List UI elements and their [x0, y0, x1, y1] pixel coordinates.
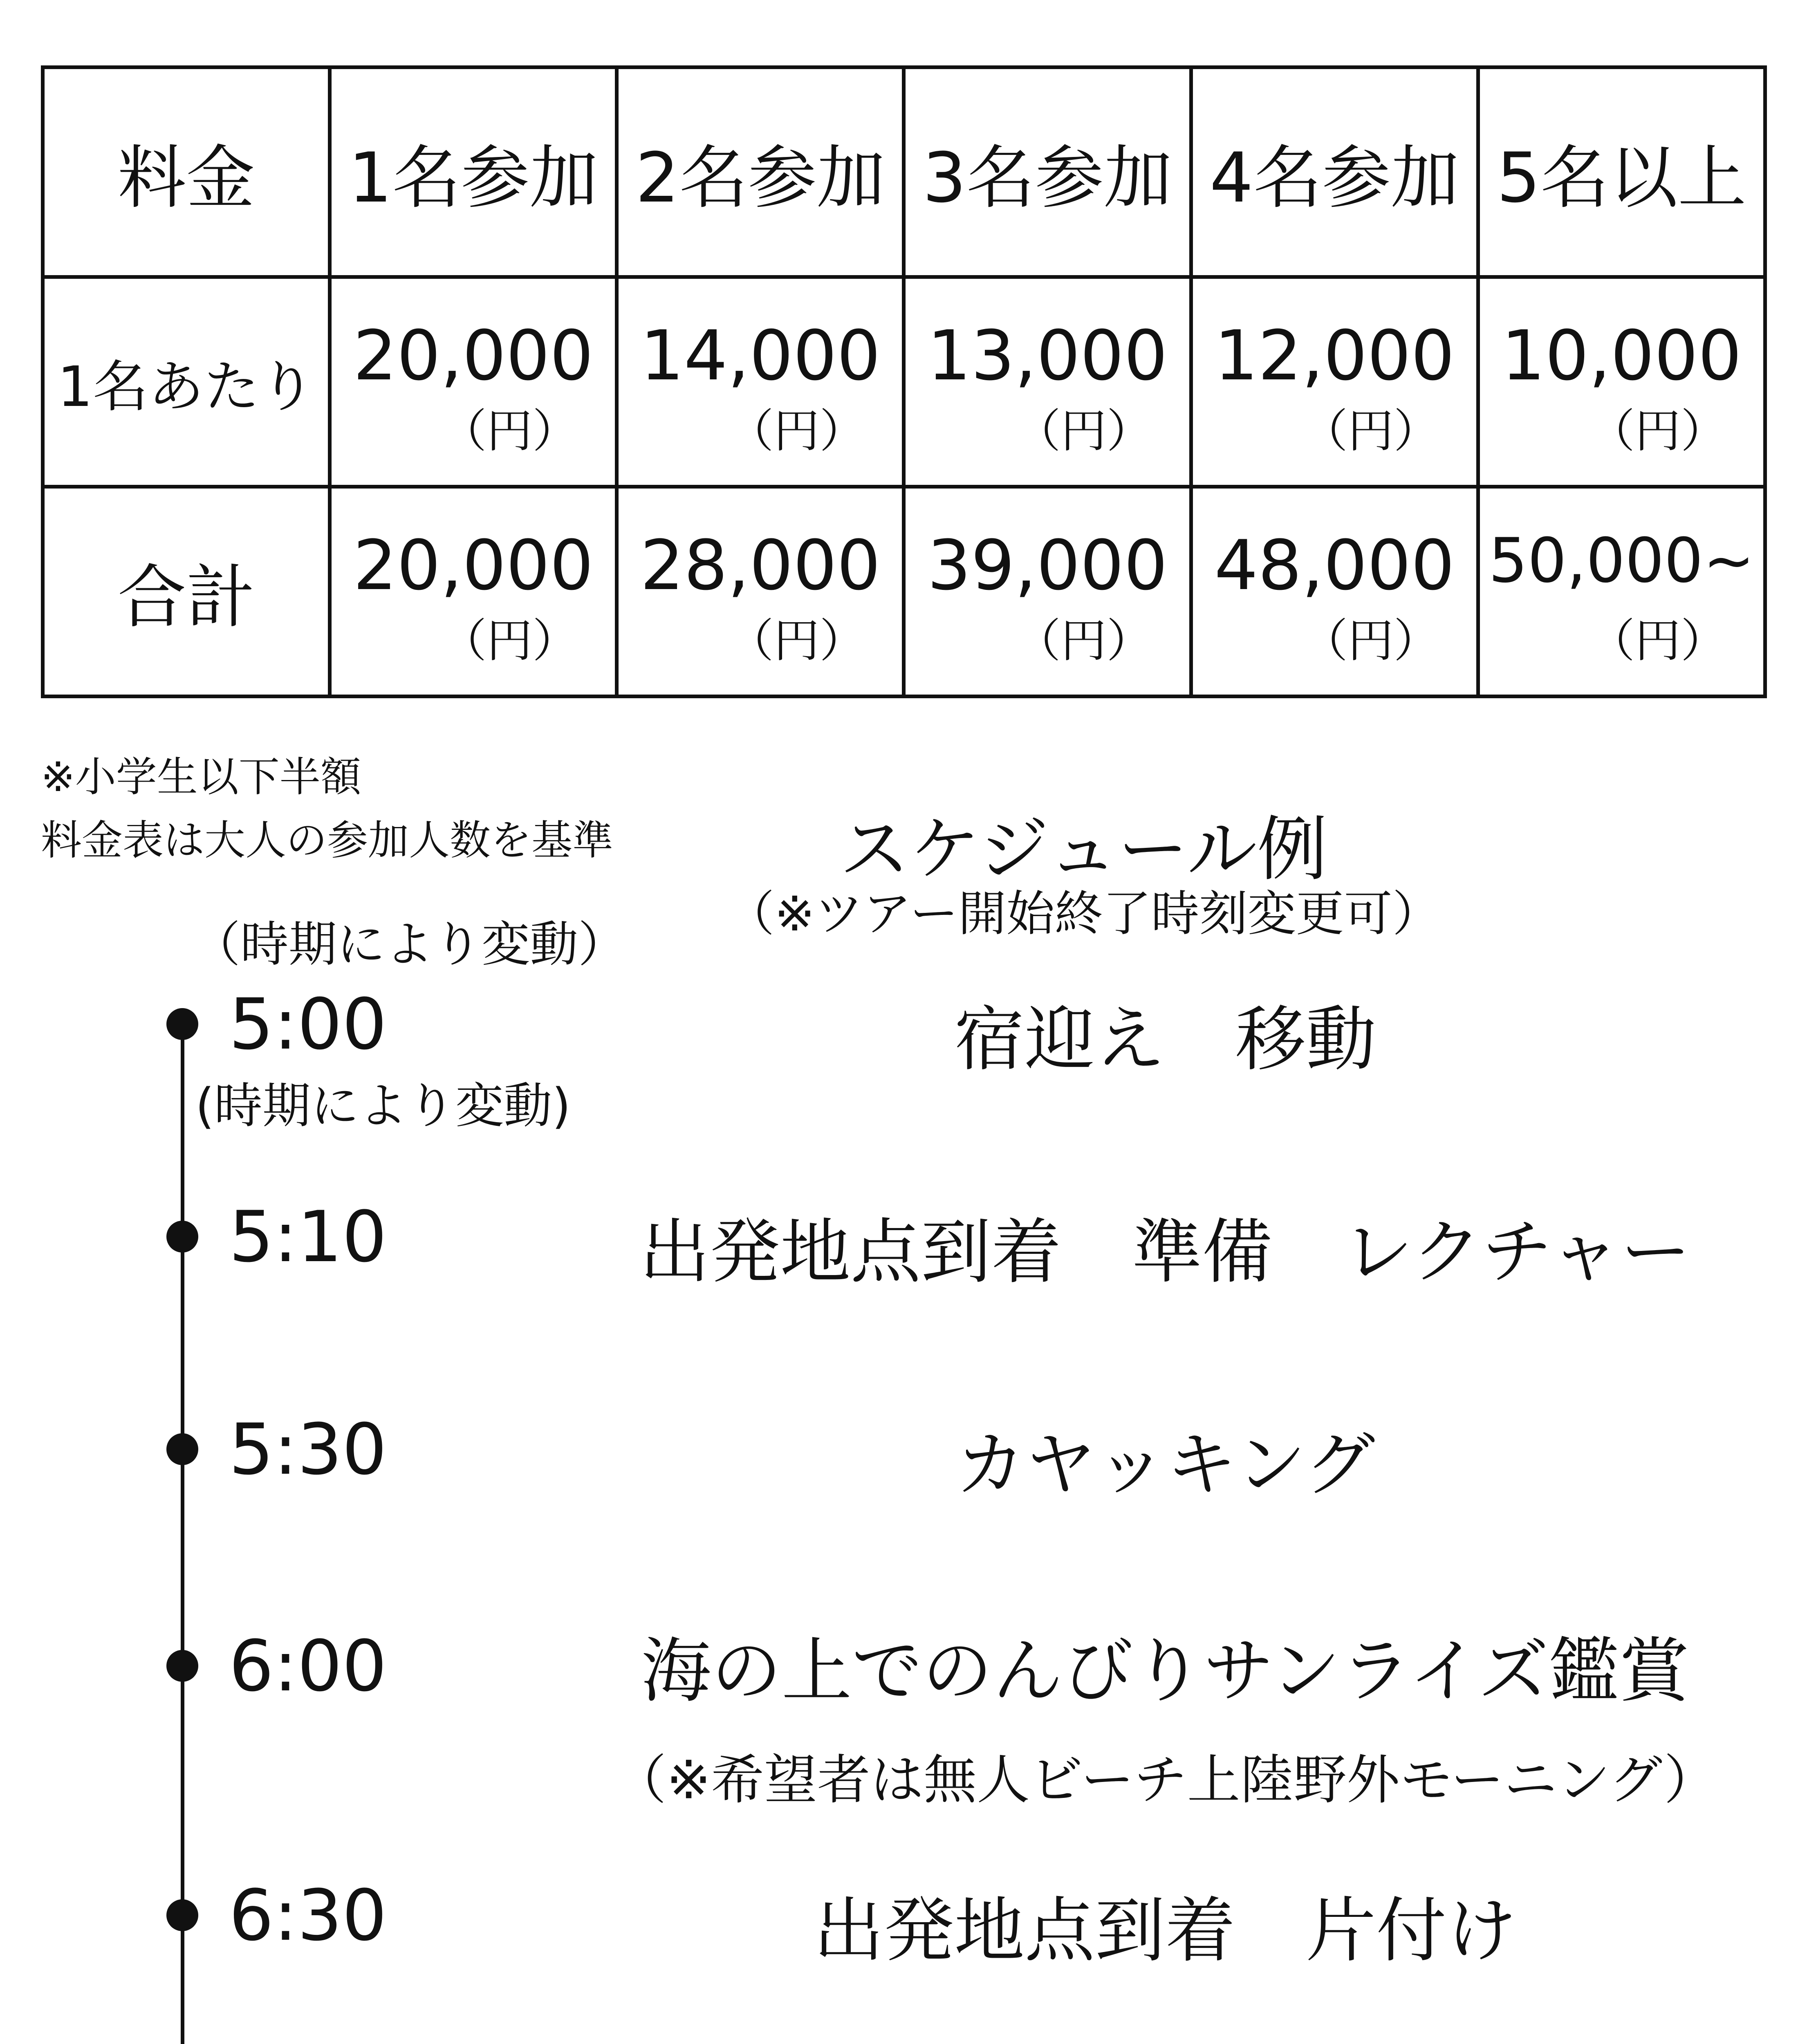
timeline-dot: [166, 1650, 198, 1682]
pricing-header-2: 2名参加: [617, 67, 904, 277]
yen-unit: （円）: [728, 405, 865, 458]
per-person-cell: [330, 277, 617, 487]
children-half-price-note: ※小学生以下半額: [41, 753, 361, 801]
yen-unit: （円）: [1589, 614, 1726, 668]
schedule-time: 6:30: [229, 1874, 387, 1957]
yen-unit: （円）: [1015, 614, 1152, 668]
schedule-time: 5:00: [229, 983, 387, 1065]
yen-unit: （円）: [728, 614, 865, 668]
per-person-value: 12,000: [1214, 316, 1455, 396]
yen-unit: （円）: [1302, 614, 1439, 668]
schedule-activity: 宿迎え 移動: [954, 998, 1376, 1080]
per-person-value: 20,000: [353, 316, 594, 396]
timeline-dot: [166, 1899, 198, 1931]
schedule-time-note: (時期により変動): [195, 1078, 571, 1134]
yen-unit: （円）: [1302, 405, 1439, 458]
schedule-time: 5:10: [229, 1196, 387, 1278]
total-value: 50,000~: [1489, 525, 1755, 596]
yen-unit: （円）: [1015, 405, 1152, 458]
period-note: （時期により変動）: [192, 916, 627, 973]
total-cell: [1191, 487, 1478, 697]
total-cell: [617, 487, 904, 697]
per-person-cell: [617, 277, 904, 487]
total-value: 20,000: [353, 525, 594, 605]
yen-unit: （円）: [441, 614, 578, 668]
schedule-activity: 出発地点到着 片付け: [814, 1889, 1517, 1972]
yen-unit: （円）: [441, 405, 578, 458]
per-person-label: 1名あたり: [43, 277, 330, 487]
pricing-table: [41, 65, 1767, 698]
per-person-value: 14,000: [640, 316, 881, 396]
total-label: 合計: [43, 487, 330, 697]
per-person-cell: [1191, 277, 1478, 487]
pricing-header-4: 4名参加: [1191, 67, 1478, 277]
schedule-time: 6:00: [229, 1625, 387, 1707]
pricing-header-label: 料金: [43, 67, 330, 277]
timeline-dot: [166, 1433, 198, 1465]
timeline-dot: [166, 1008, 198, 1040]
per-person-value: 10,000: [1501, 316, 1742, 396]
schedule-subtitle: （※ツアー開始終了時刻変更可）: [726, 885, 1441, 942]
per-person-row: [43, 277, 1765, 487]
pricing-header-5: 5名以上: [1478, 67, 1765, 277]
schedule-activity: カヤッキング: [955, 1423, 1375, 1506]
per-person-value: 13,000: [927, 316, 1168, 396]
schedule-title: スケジュール例: [839, 808, 1327, 890]
pricing-header-row: [43, 67, 1765, 277]
per-person-cell: [1478, 277, 1765, 487]
total-value: 48,000: [1214, 525, 1455, 605]
pricing-basis-note: 料金表は大人の参加人数を基準: [41, 816, 613, 864]
timeline-dot: [166, 1221, 198, 1253]
total-value: 28,000: [640, 525, 881, 605]
schedule-activity: 出発地点到着 準備 レクチャー: [639, 1211, 1691, 1293]
total-cell: [904, 487, 1191, 697]
total-row: [43, 487, 1765, 697]
schedule-time: 5:30: [229, 1408, 387, 1490]
timeline-line: [181, 1024, 184, 2044]
yen-unit: （円）: [1589, 405, 1726, 458]
total-cell: [1478, 487, 1765, 697]
schedule-activity-note: （※希望者は無人ビーチ上陸野外モーニング）: [613, 1749, 1717, 1811]
total-value: 39,000: [927, 525, 1168, 605]
pricing-header-1: 1名参加: [330, 67, 617, 277]
per-person-cell: [904, 277, 1191, 487]
pricing-header-3: 3名参加: [904, 67, 1191, 277]
total-cell: [330, 487, 617, 697]
schedule-activity: 海の上でのんびりサンライズ鑑賞: [641, 1630, 1690, 1712]
